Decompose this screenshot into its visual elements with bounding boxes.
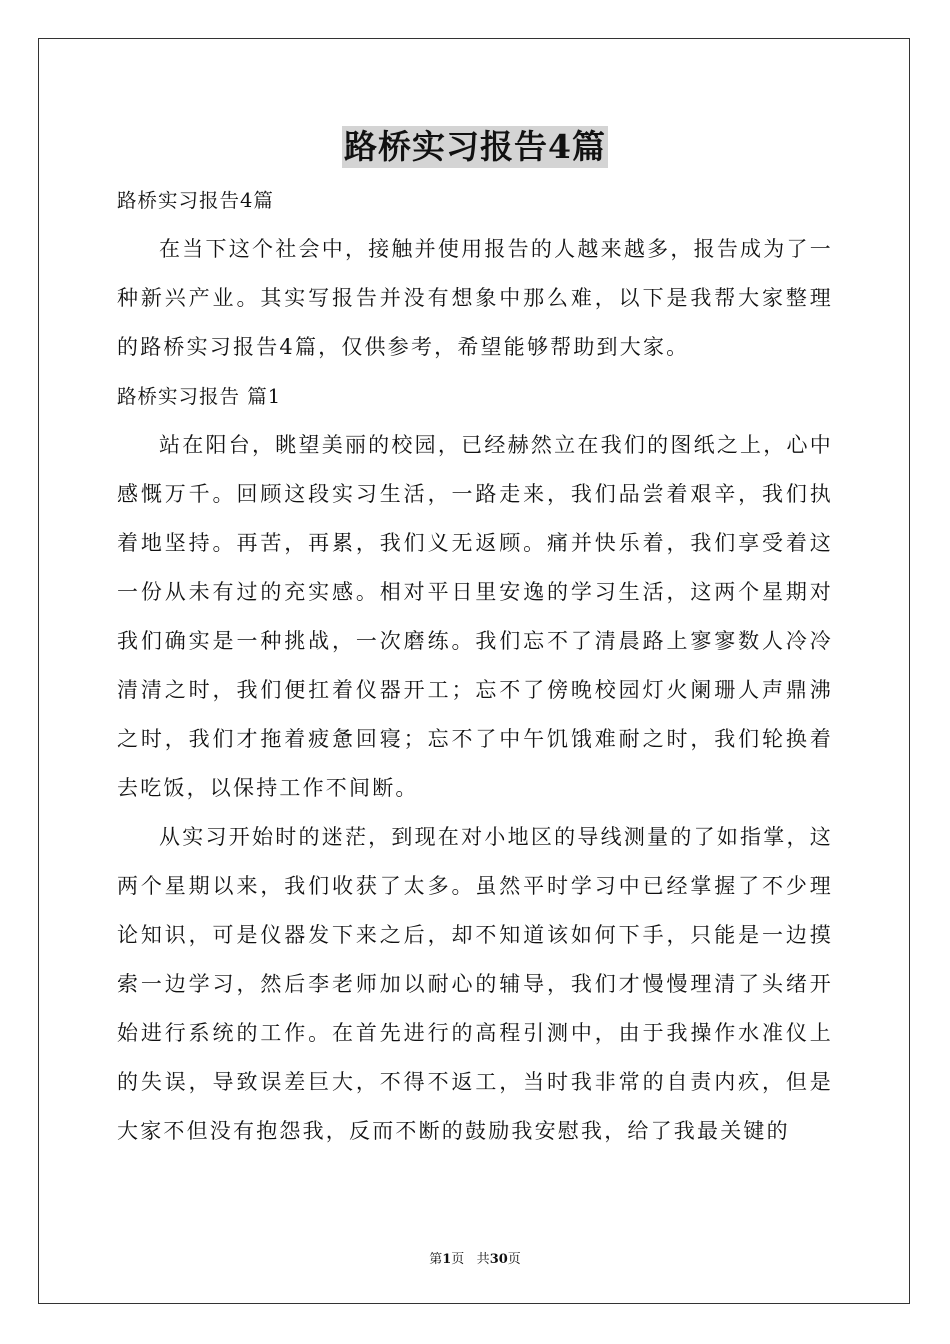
body-paragraph-1: 站在阳台，眺望美丽的校园，已经赫然立在我们的图纸之上，心中感慨万千。回顾这段实习生活，一路走来，我们品尝着艰辛，我们执着地坚持。再苦，再累，我们义无返顾。痛并快乐着，我们享受着这一份从未有过的充实感。相对平日里安逸的学习生活，这两个星期对我们确实是一种挑战，一次磨练。我们忘不了清晨路上寥寥数人冷冷清清之时，我们便扛着仪器开工；忘不了傍晚校园灯火阑珊人声鼎沸之时，我们才拖着疲惫回寝；忘不了中午饥饿难耐之时，我们轮换着去吃饭，以保持工作不间断。 [117, 433, 833, 800]
document-title: 路桥实习报告4篇 [344, 127, 606, 166]
page-total: 30 [489, 1252, 508, 1267]
body-paragraph-2: 从实习开始时的迷茫，到现在对小地区的导线测量的了如指掌，这两个星期以来，我们收获了太多。虽然平时学习中已经掌握了不少理论知识，可是仪器发下来之后，却不知道该如何下手，只能是一边摸索一边学习，然后李老师加以耐心的辅导，我们才慢慢理清了头绪开始进行系统的工作。在首先进行的高程引测中，由于我操作水准仪上的失误，导致误差巨大，不得不返工，当时我非常的自责内疚，但是大家不但没有抱怨我，反而不断的鼓励我安慰我，给了我最关键的 [117, 825, 833, 1143]
page-footer [0, 1248, 950, 1267]
page-current: 1 [442, 1252, 452, 1267]
page-prefix: 第 [429, 1252, 443, 1267]
total-prefix: 共 [476, 1252, 490, 1267]
document-body [117, 176, 833, 1156]
section-heading: 路桥实习报告 篇1 [117, 385, 282, 408]
intro-paragraph: 在当下这个社会中，接触并使用报告的人越来越多，报告成为了一种新兴产业。其实写报告并没有想象中那么难，以下是我帮大家整理的路桥实习报告4篇，仅供参考，希望能够帮助到大家。 [117, 237, 833, 359]
document-title-container [0, 126, 950, 170]
page-suffix: 页 [451, 1252, 465, 1267]
total-suffix: 页 [507, 1252, 521, 1267]
document-subtitle: 路桥实习报告4篇 [117, 189, 274, 212]
